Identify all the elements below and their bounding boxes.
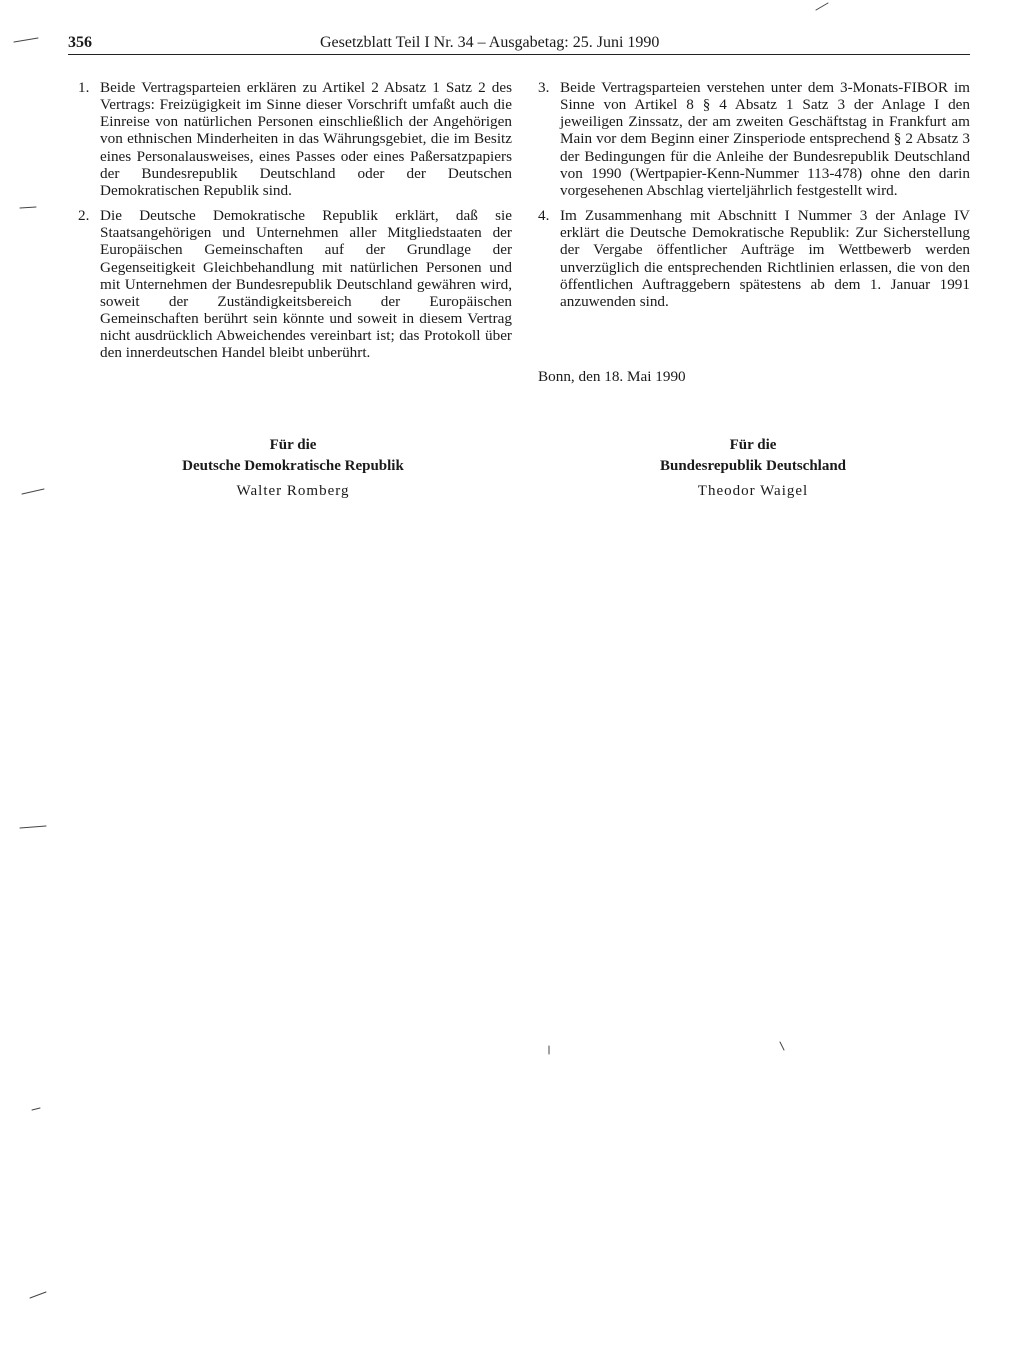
signature-country: Bundesrepublik Deutschland bbox=[659, 458, 847, 474]
item-number: 2. bbox=[78, 207, 90, 225]
page-header bbox=[68, 34, 970, 55]
declaration-item-3 bbox=[538, 79, 970, 199]
signature-for-label: Für die bbox=[729, 437, 777, 453]
declaration-item-2 bbox=[78, 207, 512, 361]
signature-block-brd bbox=[588, 435, 918, 500]
item-text: Beide Vertragsparteien erklären zu Artikel 2 Absatz 1 Satz 2 des Vertrags: Freizügigkeit im Sinne dieser Vorschrift umfaßt auch die Einreise von natürlichen Personen einschließlich der Angehörigen von ethnischen Minderheiten in das Währungsgebiet, die im Besitz eines Personalausweises, eines Passes oder eines Paßersatzpapiers der Bundesrepublik Deutschland oder der Deutschen Demokratischen Republik sind. bbox=[100, 79, 512, 199]
signature-for-label: Für die bbox=[269, 437, 317, 453]
item-number: 4. bbox=[538, 207, 550, 225]
declaration-item-4 bbox=[538, 207, 970, 310]
signature-block-ddr bbox=[128, 435, 458, 500]
item-text: Die Deutsche Demokratische Republik erklärt, daß sie Staatsangehörigen und Unternehmen aller Mitgliedstaaten der Europäischen Gemeinschaften auf der Grundlage der Gegenseitigkeit Gleichbehandlung mit natürlichen Personen und mit Unternehmen der Bundesrepublik Deutschland gewähren wird, soweit der Zuständigkeitsbereich der Europäischen Gemeinschaften berührt sein könnte und soweit in diesem Vertrag nicht ausdrücklich Abweichendes vereinbart ist; das Protokoll über den innerdeutschen Handel bleibt unberührt. bbox=[100, 207, 512, 362]
right-column bbox=[538, 79, 970, 318]
left-column bbox=[78, 79, 512, 370]
declaration-item-1 bbox=[78, 79, 512, 199]
signatory-name: Walter Romberg bbox=[236, 483, 350, 499]
signatory-name: Theodor Waigel bbox=[697, 483, 809, 499]
item-text: Im Zusammenhang mit Abschnitt I Nummer 3 der Anlage IV erklärt die Deutsche Demokratische Republik: Zur Sicherstellung der Vergabe öffentlicher Aufträge im Wettbewerb werden unverzüglich die entsprechenden Richtlinien erlassen, die von den öffentlichen Auftraggebern spätestens ab dem 1. Januar 1991 anzuwenden sind. bbox=[560, 207, 970, 310]
signature-country: Deutsche Demokratische Republik bbox=[182, 458, 404, 474]
item-text: Beide Vertragsparteien verstehen unter dem 3-Monats-FIBOR im Sinne von Artikel 8 § 4 Absatz 1 Satz 3 der Anlage I den jeweiligen Zinssatz, der am zweiten Geschäftstag in Frankfurt am Main vor dem Beginn einer Zinsperiode entsprechend § 2 Absatz 3 der Bedingungen für die Anleihe der Bundesrepublik Deutschland von 1990 (Wertpapier-Kenn-Nummer 113-478) ohne den darin vorgesehenen Abschlag vierteljährlich festgestellt wird. bbox=[560, 79, 970, 199]
item-number: 1. bbox=[78, 79, 90, 96]
running-head: Gesetzblatt Teil I Nr. 34 – Ausgabetag: 25. Juni 1990 bbox=[320, 34, 660, 51]
page-number: 356 bbox=[68, 34, 92, 51]
date-line: Bonn, den 18. Mai 1990 bbox=[538, 368, 686, 385]
item-number: 3. bbox=[538, 79, 550, 96]
